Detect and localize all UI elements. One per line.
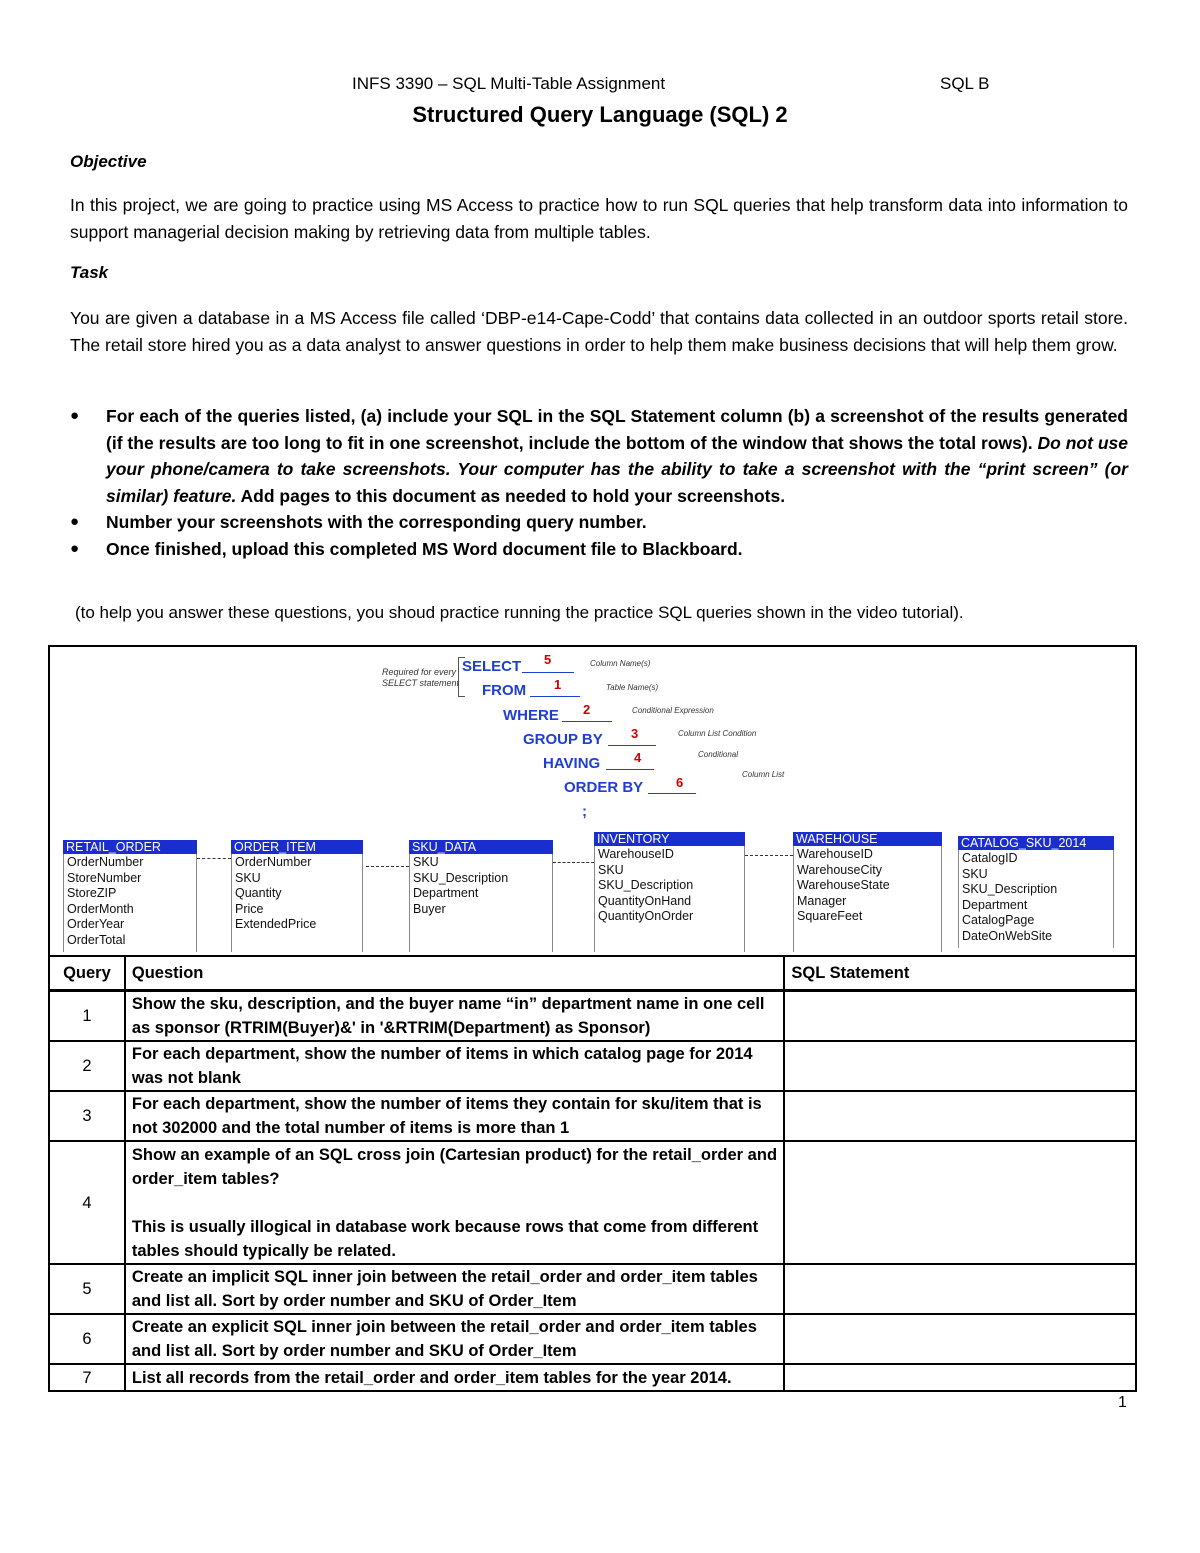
table-row [49, 1091, 1136, 1141]
schema-field: QuantityOnHand [598, 893, 692, 908]
bullet-icon: ● [70, 513, 80, 530]
schema-field: SKU [962, 866, 988, 881]
bullet-text: For each of the queries listed, (a) include your SQL in the SQL Statement column (b) a screenshot of the results generated (if the results are too long to fit in one screenshot, include the bottom of the window that shows the total rows). [106, 406, 1128, 453]
bullet-icon: ● [70, 407, 80, 424]
annotation: Column Name(s) [590, 659, 651, 668]
annotation: Column List Condition [678, 729, 757, 738]
question-text: Show an example of an SQL cross join (Cartesian product) for the retail_order and order_item tables? [131, 1145, 778, 1188]
objective-text: In this project, we are going to practice using MS Access to practice how to run SQL queries that help transform data into information to support managerial decision making by retrieving data from multiple tables. [70, 195, 1128, 242]
schema-field: OrderTotal [67, 932, 126, 947]
schema-table-title: CATALOG_SKU_2014 [958, 836, 1114, 850]
schema-field: StoreZIP [67, 886, 117, 901]
table-row [49, 1364, 1136, 1391]
schema-table-sku-data [409, 840, 553, 952]
sql-statement-cell[interactable] [784, 1314, 1136, 1364]
list-item [70, 536, 1128, 563]
keyword-group-by: GROUP BY [523, 731, 603, 748]
schema-field: Buyer [413, 901, 446, 916]
bullet-icon: ● [70, 539, 80, 557]
clause-number: 3 [631, 726, 639, 741]
schema-field: DateOnWebSite [962, 928, 1053, 943]
question-cell [125, 1141, 785, 1264]
clause-number: 1 [554, 677, 562, 692]
query-number: 2 [49, 1041, 125, 1091]
annotation: Column List [742, 770, 785, 779]
keyword-order-by: ORDER BY [564, 779, 644, 796]
column-header-sql: SQL Statement [784, 956, 1136, 991]
clause-number: 2 [583, 702, 591, 717]
relationship-line [553, 862, 594, 864]
annotation: Conditional [698, 750, 739, 759]
keyword-where: WHERE [503, 707, 559, 724]
question-cell: List all records from the retail_order and order_item tables for the year 2014. [125, 1364, 785, 1391]
schema-field: WarehouseID [598, 847, 674, 861]
question-cell: For each department, show the number of items in which catalog page for 2014 was not blank [125, 1041, 785, 1091]
blank-line [606, 755, 654, 770]
schema-table-title: INVENTORY [594, 832, 745, 846]
sql-statement-cell[interactable] [784, 1091, 1136, 1141]
list-item [70, 509, 1128, 536]
schema-table-title: ORDER_ITEM [231, 840, 363, 854]
table-row [49, 1041, 1136, 1091]
question-cell: Show the sku, description, and the buyer name “in” department name in one cell as sponsor (RTRIM(Buyer)&' in '&RTRIM(Department) as Sponsor) [125, 991, 785, 1042]
brace-label: SELECT statement [382, 678, 460, 688]
bullet-text: Once finished, upload this completed MS Word document file to Blackboard. [106, 538, 743, 559]
question-cell: For each department, show the number of items they contain for sku/item that is not 302000 and the total number of items is more than 1 [125, 1091, 785, 1141]
page-number: 1 [1118, 1394, 1127, 1411]
schema-field: ExtendedPrice [235, 917, 317, 932]
header-course: INFS 3390 – SQL Multi-Table Assignment [352, 74, 666, 93]
schema-field: Department [413, 886, 479, 901]
sql-statement-cell[interactable] [784, 1041, 1136, 1091]
annotation: Table Name(s) [606, 683, 659, 692]
schema-field: SKU [235, 870, 261, 885]
query-number: 1 [49, 991, 125, 1042]
schema-field: CatalogPage [962, 913, 1035, 928]
header-code: SQL B [940, 74, 990, 93]
schema-field: SKU [598, 862, 624, 877]
question-cell: Create an explicit SQL inner join between the retail_order and order_item tables and list all. Sort by order number and SKU of Order_Item [125, 1314, 785, 1364]
schema-table-title: WAREHOUSE [793, 832, 942, 846]
schema-field: Department [962, 897, 1028, 912]
schema-field: SKU_Description [962, 882, 1058, 897]
table-header-row [49, 956, 1136, 991]
bullet-italic-text: Do not use your phone/camera to take screenshots. Your computer has the ability to take a screenshot with the “print screen” (or similar) feature. [106, 432, 1128, 506]
blank-line [648, 779, 696, 794]
schema-table-inventory [594, 832, 745, 952]
hint-text: (to help you answer these questions, you shoud practice running the practice SQL queries shown in the video tutorial). [75, 603, 964, 622]
schema-field: Quantity [235, 886, 282, 901]
schema-field: OrderNumber [235, 855, 312, 869]
schema-table-title: SKU_DATA [409, 840, 553, 854]
schema-table-warehouse [793, 832, 942, 952]
schema-field: SKU_Description [598, 878, 694, 893]
table-row [49, 1314, 1136, 1364]
clause-number: 6 [676, 775, 684, 790]
schema-field: Price [235, 901, 264, 916]
question-note: This is usually illogical in database work because rows that come from different tables should typically be related. [131, 1217, 759, 1260]
schema-field: CatalogID [962, 851, 1018, 865]
schema-field: SKU_Description [413, 870, 509, 885]
clause-number: 5 [544, 652, 552, 667]
query-table [48, 955, 1137, 1392]
task-text: You are given a database in a MS Access file called ‘DBP-e14-Cape-Codd’ that contains data collected in an outdoor sports retail store. The retail store hired you as a data analyst to answer questions in order to help them make business decisions that will help them grow. [70, 308, 1128, 355]
schema-table-title: RETAIL_ORDER [63, 840, 197, 854]
keyword-semicolon: ; [582, 803, 587, 820]
schema-field: OrderYear [67, 917, 125, 932]
query-number: 3 [49, 1091, 125, 1141]
relationship-line [197, 858, 231, 860]
query-number: 4 [49, 1141, 125, 1264]
sql-statement-cell[interactable] [784, 1364, 1136, 1391]
query-number: 7 [49, 1364, 125, 1391]
annotation: Conditional Expression [632, 706, 714, 715]
schema-field: SKU [413, 855, 439, 869]
page-title: Structured Query Language (SQL) 2 [412, 102, 788, 127]
column-header-question: Question [125, 956, 785, 991]
question-cell: Create an implicit SQL inner join between the retail_order and order_item tables and list all. Sort by order number and SKU of Order_Item [125, 1264, 785, 1314]
schema-field: OrderMonth [67, 901, 134, 916]
schema-table-retail-order [63, 840, 197, 952]
sql-statement-cell[interactable] [784, 1264, 1136, 1314]
schema-field: WarehouseState [797, 878, 890, 893]
instruction-list [70, 403, 1128, 562]
schema-field: SquareFeet [797, 909, 863, 924]
task-heading: Task [70, 263, 109, 282]
schema-table-catalog-sku-2014 [958, 836, 1114, 948]
clause-number: 4 [634, 750, 642, 765]
schema-field: QuantityOnOrder [598, 909, 694, 924]
query-number: 6 [49, 1314, 125, 1364]
objective-heading: Objective [70, 152, 147, 171]
keyword-having: HAVING [543, 755, 601, 772]
table-row [49, 1264, 1136, 1314]
table-row [49, 1141, 1136, 1264]
keyword-from: FROM [482, 682, 527, 699]
keyword-select: SELECT [462, 658, 522, 675]
column-header-query: Query [49, 956, 125, 991]
schema-field: WarehouseID [797, 847, 873, 861]
schema-field: WarehouseCity [797, 862, 882, 877]
schema-field: StoreNumber [67, 870, 142, 885]
schema-field: Manager [797, 893, 847, 908]
brace-label: Required for every [382, 667, 457, 677]
query-number: 5 [49, 1264, 125, 1314]
schema-table-order-item [231, 840, 363, 952]
relationship-line [745, 855, 793, 857]
schema-field: OrderNumber [67, 855, 144, 869]
bullet-text: Number your screenshots with the corresponding query number. [106, 512, 647, 532]
sql-statement-cell[interactable] [784, 1141, 1136, 1264]
list-item [70, 403, 1128, 509]
bullet-text: Add pages to this document as needed to hold your screenshots. [240, 485, 786, 506]
table-row [49, 991, 1136, 1042]
relationship-line [366, 866, 409, 868]
sql-statement-cell[interactable] [784, 991, 1136, 1042]
